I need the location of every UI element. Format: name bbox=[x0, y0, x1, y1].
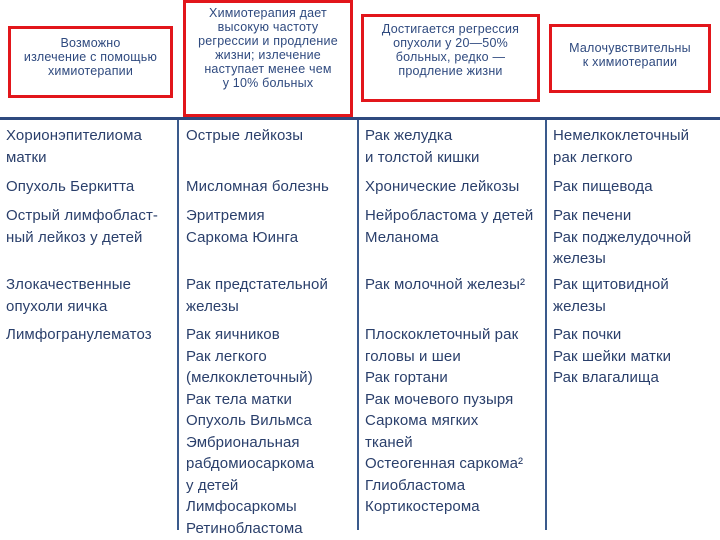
table-cell: Плоскоклеточный рак головы и шеи Рак гортани Рак мочевого пузыря Саркома мягких тканей Остеогенная саркома² Глиобластома Кортикостерома bbox=[365, 326, 524, 515]
table-cell: Хронические лейкозы bbox=[365, 178, 520, 195]
table-cell: Немелкоклеточный рак легкого bbox=[553, 127, 690, 166]
table-cell: Рак яичников Рак легкого (мелкоклеточный) Рак тела матки Опухоль Вильмса Эмбриональная рабдомиосаркома у детей Лимфосаркомы Ретинобластома bbox=[186, 326, 315, 537]
table-cell: Мисломная болезнь bbox=[186, 178, 329, 195]
table-cell: Острый лимфобласт- ный лейкоз у детей bbox=[6, 207, 159, 246]
column-header-insensitive: Малочувствительны к химиотерапии bbox=[569, 41, 691, 69]
table-cell: Рак почки Рак шейки матки Рак влагалища bbox=[553, 326, 672, 386]
table-cell: Хорионэпителиома матки bbox=[6, 127, 142, 166]
table-cell: Острые лейкозы bbox=[186, 127, 304, 144]
column-divider-2 bbox=[357, 120, 359, 530]
table-cell: Злокачественные опухоли яичка bbox=[6, 276, 132, 315]
table-cell: Рак предстательной железы bbox=[186, 276, 328, 315]
table-cell: Рак пищевода bbox=[553, 178, 653, 195]
header-divider bbox=[0, 117, 720, 120]
column-divider-3 bbox=[545, 120, 547, 530]
table-cell: Рак печени Рак поджелудочной железы bbox=[553, 207, 692, 267]
table-cell: Опухоль Беркитта bbox=[6, 178, 135, 195]
table-cell: Рак молочной железы² bbox=[365, 276, 526, 293]
table-cell: Лимфогранулематоз bbox=[6, 326, 152, 343]
column-header-high-regression: Химиотерапия дает высокую частоту регрессии и продление жизни; излечение наступает менее чем у 10% больных bbox=[198, 6, 338, 90]
column-header-partial-regression: Достигается регрессия опухоли у 20—50% больных, редко — продление жизни bbox=[381, 22, 520, 78]
table-cell: Нейробластома у детей Меланома bbox=[365, 207, 534, 246]
column-header-curable: Возможно излечение с помощью химиотерапии bbox=[23, 36, 158, 78]
table-cell: Рак щитовидной железы bbox=[553, 276, 669, 315]
table-cell: Рак желудка и толстой кишки bbox=[365, 127, 480, 166]
column-divider-1 bbox=[177, 120, 179, 530]
table-cell: Эритремия Саркома Юинга bbox=[186, 207, 299, 246]
